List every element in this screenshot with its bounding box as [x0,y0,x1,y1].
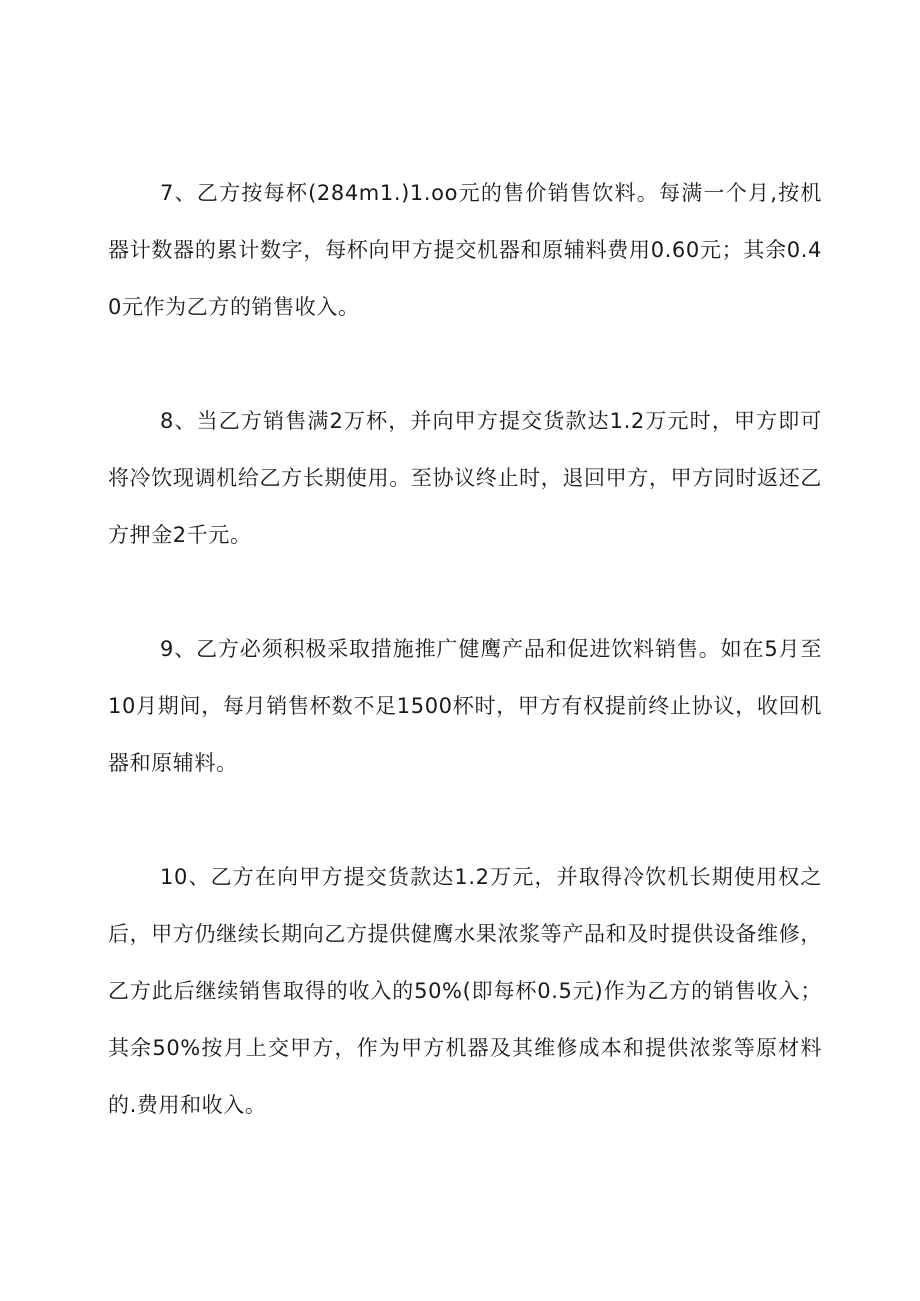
clause-8-paragraph: 8、当乙方销售满2万杯，并向甲方提交货款达1.2万元时，甲方即可将冷饮现调机给乙方长期使用。至协议终止时，退回甲方，甲方同时返还乙方押金2千元。 [108,409,822,547]
clause-10-paragraph: 10、乙方在向甲方提交货款达1.2万元，并取得冷饮机长期使用权之后，甲方仍继续长期向乙方提供健鹰水果浓浆等产品和及时提供设备维修，乙方此后继续销售取得的收入的50%(即每杯0.5元)作为乙方的销售收入；其余50%按月上交甲方，作为甲方机器及其维修成本和提供浓浆等原材料的.费用和收入。 [108,865,822,1117]
clause-7-paragraph: 7、乙方按每杯(284m1.)1.oo元的售价销售饮料。每满一个月,按机器计数器的累计数字，每杯向甲方提交机器和原辅料费用0.60元；其余0.40元作为乙方的销售收入。 [108,181,822,319]
document-body [108,165,822,1134]
clause-9-paragraph: 9、乙方必须积极采取措施推广健鹰产品和促进饮料销售。如在5月至10月期间，每月销售杯数不足1500杯时，甲方有权提前终止协议，收回机器和原辅料。 [108,637,822,775]
